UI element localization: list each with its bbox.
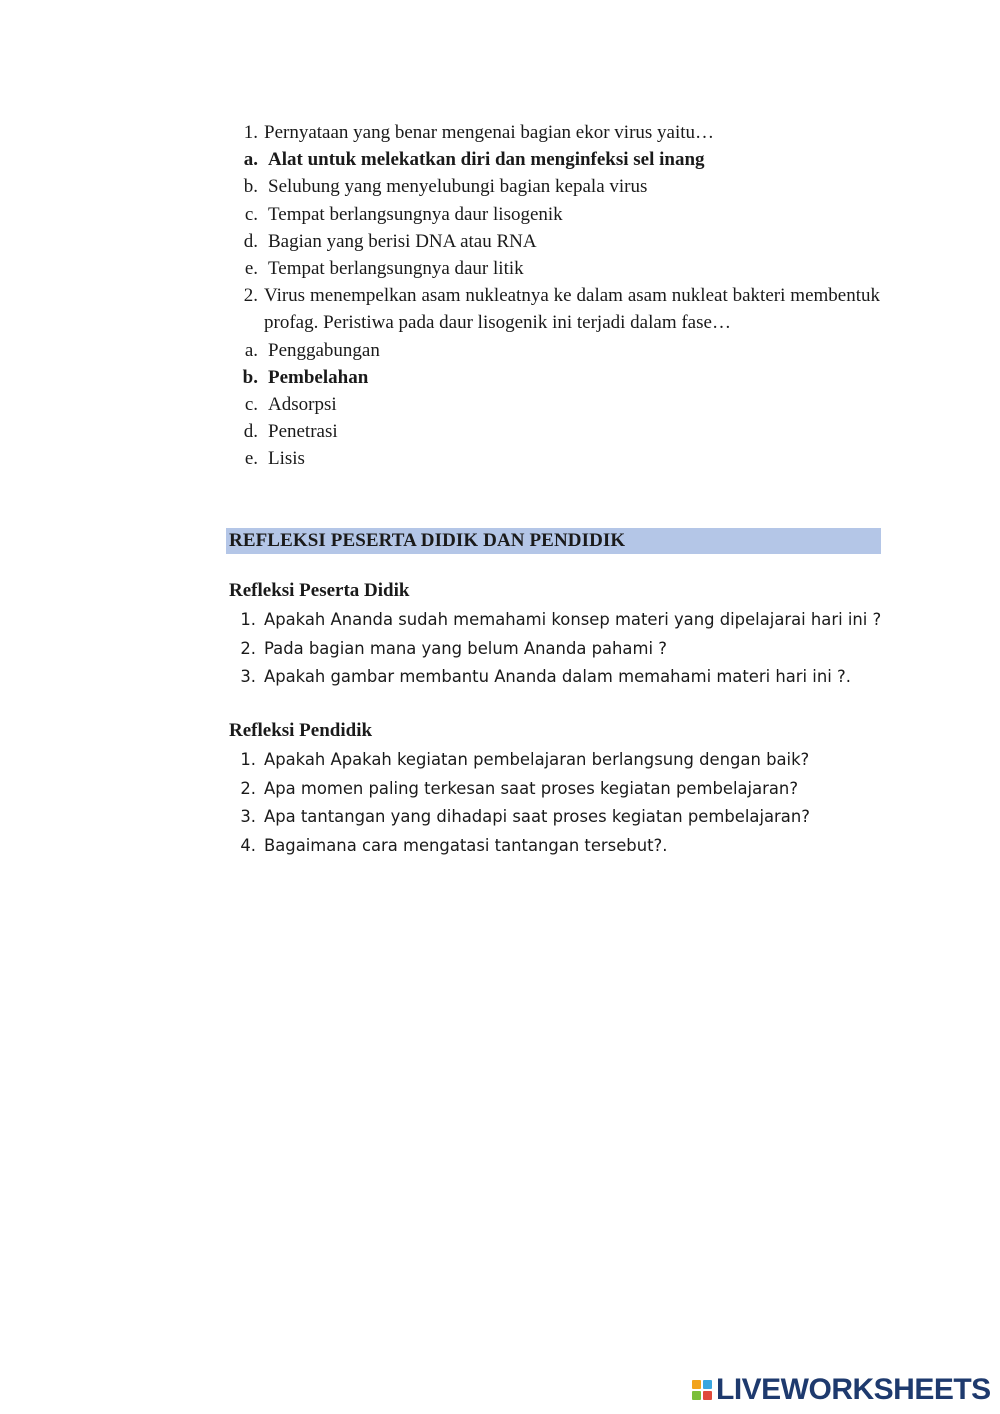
list-item — [232, 832, 892, 861]
list-item — [232, 775, 892, 804]
option-2c[interactable] — [232, 391, 880, 418]
option-letter: e. — [244, 448, 258, 470]
option-letter: b. — [242, 366, 258, 388]
question-1 — [232, 119, 880, 146]
question-1-options — [232, 146, 880, 282]
option-2d[interactable] — [232, 418, 880, 445]
logo-mark-icon — [692, 1380, 712, 1400]
option-text: Tempat berlangsungnya daur lisogenik — [268, 203, 563, 225]
logo-mark-cell — [692, 1380, 701, 1389]
question-2 — [232, 282, 880, 336]
item-text: Bagaimana cara mengatasi tantangan tersebut?. — [264, 835, 668, 855]
logo-mark-cell — [703, 1391, 712, 1400]
item-number: 3. — [240, 667, 256, 686]
question-2-options — [232, 337, 880, 473]
option-text: Selubung yang menyelubungi bagian kepala virus — [268, 176, 648, 198]
logo-text: LIVEWORKSHEETS — [716, 1373, 991, 1406]
option-1a[interactable] — [232, 146, 880, 173]
student-reflection-title: Refleksi Peserta Didik — [229, 580, 410, 601]
option-2e[interactable] — [232, 445, 880, 472]
teacher-reflection-title: Refleksi Pendidik — [229, 720, 373, 741]
option-letter: d. — [243, 421, 258, 443]
quiz-section — [232, 119, 880, 473]
logo-mark-cell — [692, 1391, 701, 1400]
option-letter: c. — [244, 203, 258, 225]
item-number: 1. — [240, 610, 256, 629]
item-text: Apa tantangan yang dihadapi saat proses kegiatan pembelajaran? — [264, 807, 810, 826]
question-text: Pernyataan yang benar mengenai bagian ekor virus yaitu… — [264, 122, 715, 143]
option-letter: b. — [243, 176, 258, 198]
option-text: Tempat berlangsungnya daur litik — [268, 258, 524, 280]
item-number: 2. — [240, 638, 256, 658]
list-item — [232, 606, 892, 635]
item-number: 2. — [240, 778, 256, 798]
option-letter: c. — [244, 394, 258, 416]
reflection-heading: REFLEKSI PESERTA DIDIK DAN PENDIDIK — [229, 530, 626, 551]
option-text: Penetrasi — [268, 421, 338, 443]
option-letter: a. — [243, 149, 258, 171]
item-number: 3. — [240, 807, 256, 826]
reflection-heading-bar — [226, 528, 881, 554]
option-1d[interactable] — [232, 228, 880, 255]
list-item — [232, 803, 892, 832]
item-text: Apakah gambar membantu Ananda dalam memahami materi hari ini ?. — [264, 667, 851, 686]
logo-mark-cell — [703, 1380, 712, 1389]
option-text: Bagian yang berisi DNA atau RNA — [268, 230, 537, 252]
option-1b[interactable] — [232, 173, 880, 200]
item-text: Apakah Ananda sudah memahami konsep materi yang dipelajarai hari ini ? — [264, 610, 882, 629]
option-1e[interactable] — [232, 255, 880, 282]
question-number: 1. — [243, 122, 258, 143]
question-number: 2. — [243, 285, 258, 307]
list-item — [232, 635, 892, 664]
option-letter: e. — [244, 258, 258, 280]
liveworksheets-logo[interactable] — [692, 1373, 991, 1407]
option-1c[interactable] — [232, 201, 880, 228]
student-reflection-list — [232, 606, 892, 692]
option-text: Adsorpsi — [268, 394, 337, 416]
option-2b[interactable] — [232, 364, 880, 391]
option-text: Alat untuk melekatkan diri dan menginfeksi sel inang — [268, 149, 705, 171]
item-text: Apakah Apakah kegiatan pembelajaran berlangsung dengan baik? — [264, 750, 810, 769]
question-text: Virus menempelkan asam nukleatnya ke dalam asam nukleat bakteri membentuk profag. Peristiwa pada daur lisogenik ini terjadi dalam fase… — [264, 285, 880, 334]
option-text: Pembelahan — [268, 366, 369, 388]
option-letter: d. — [243, 230, 258, 252]
list-item — [232, 746, 892, 775]
teacher-reflection-list — [232, 746, 892, 860]
item-number: 4. — [240, 835, 256, 855]
option-text: Penggabungan — [268, 339, 380, 361]
option-letter: a. — [244, 339, 258, 361]
item-text: Pada bagian mana yang belum Ananda pahami ? — [264, 638, 667, 658]
option-2a[interactable] — [232, 337, 880, 364]
option-text: Lisis — [268, 448, 305, 470]
list-item — [232, 663, 892, 692]
item-number: 1. — [240, 750, 256, 769]
item-text: Apa momen paling terkesan saat proses kegiatan pembelajaran? — [264, 778, 799, 798]
